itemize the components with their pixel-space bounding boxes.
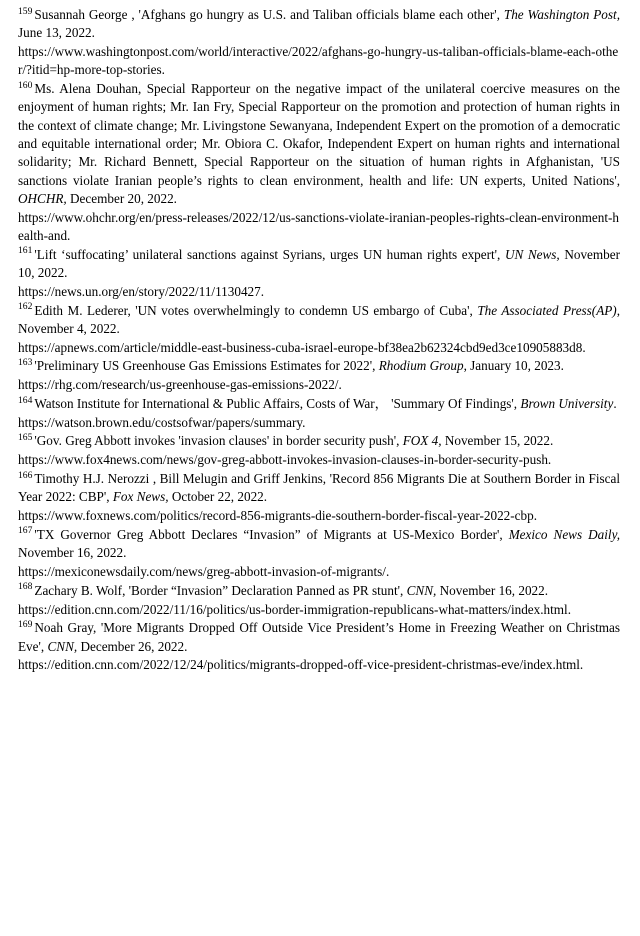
endnote-marker: 160 — [18, 79, 33, 91]
endnote-text: November 16, 2022. — [436, 582, 549, 598]
endnote-text: Watson Institute for International & Public Affairs, Costs of War， 'Summary Of Findings', — [34, 395, 521, 411]
endnote-text: December 26, 2022. — [77, 638, 188, 654]
endnote-entry — [18, 357, 620, 375]
endnote-text: , January 10, 2023. — [463, 358, 564, 374]
endnote-marker: 164 — [18, 394, 33, 406]
endnote-text: Zachary B. Wolf, 'Border “Invasion” Declaration Panned as PR stunt', — [34, 582, 407, 598]
endnote-text: June 13, 2022. — [18, 25, 95, 41]
endnote-entry — [18, 432, 620, 450]
endnote-url[interactable]: https://edition.cnn.com/2022/11/16/politics/us-border-immigration-republicans-what-matters/index.html. — [18, 601, 572, 617]
endnote-entry — [18, 302, 620, 339]
endnote-text: October 22, 2022. — [168, 489, 268, 505]
endnote-entry — [18, 246, 620, 283]
endnote-text: Edith M. Lederer, 'UN votes overwhelmingly to condemn US embargo of Cuba', — [34, 302, 478, 318]
endnote-marker: 166 — [18, 469, 33, 481]
endnote-url[interactable]: https://www.foxnews.com/politics/record-856-migrants-die-southern-border-fiscal-year-2022-cbp. — [18, 508, 537, 524]
endnote-url[interactable]: https://rhg.com/research/us-greenhouse-gas-emissions-2022/. — [18, 377, 342, 393]
endnote-source-italic: UN News, — [504, 246, 560, 262]
endnote-text: December 20, 2022. — [66, 190, 177, 206]
endnote-marker: 159 — [18, 5, 33, 17]
endnote-entry — [18, 582, 620, 600]
endnote-url[interactable]: https://www.ohchr.org/en/press-releases/2022/12/us-sanctions-violate-iranian-peoples-rights-clean-environment-health-and. — [18, 209, 619, 243]
endnote-source-italic: Fox News, — [112, 489, 169, 505]
endnote-entry — [18, 470, 620, 507]
endnote-url[interactable]: https://edition.cnn.com/2022/12/24/politics/migrants-dropped-off-vice-president-christmas-eve/index.html. — [18, 657, 584, 673]
endnote-source-italic: Mexico News Daily, — [508, 526, 620, 542]
endnote-text: 'Preliminary US Greenhouse Gas Emissions Estimates for 2022', — [34, 358, 379, 374]
endnote-entry — [18, 395, 620, 413]
endnote-url[interactable]: https://www.fox4news.com/news/gov-greg-abbott-invokes-invasion-clauses-in-border-security-push. — [18, 452, 552, 468]
endnote-marker: 168 — [18, 581, 33, 593]
endnote-marker: 161 — [18, 245, 33, 257]
endnote-text: . — [613, 395, 617, 411]
endnote-text: November 16, 2022. — [18, 545, 127, 561]
endnote-text: Ms. Alena Douhan, Special Rapporteur on the negative impact of the unilateral coercive measures on the enjoyment of human rights; Mr. Ian Fry, Special Rapporteur on the promotion and protection of human rights in the context of climate change; Mr. Livingstone Sewanyana, Independent Expert on the promotion of a democratic and equitable international order; Mr. Obiora C. Okafor, Independent Expert on human rights and international solidarity; Mr. Richard Bennett, Special Rapporteur on the situation of human rights in Afghanistan, 'US sanctions violate Iranian people’s rights to clean environment, health and life: UN experts, United Nations', — [18, 81, 620, 188]
endnote-marker: 162 — [18, 301, 33, 313]
endnote-text: November 10, 2022. — [18, 246, 620, 280]
endnote-url[interactable]: https://www.washingtonpost.com/world/interactive/2022/afghans-go-hungry-us-taliban-officials-blame-each-other/?itid=hp-more-top-stories. — [18, 44, 619, 78]
endnote-text: 'Gov. Greg Abbott invokes 'invasion clauses' in border security push', — [34, 433, 403, 449]
endnote-source-italic: OHCHR, — [18, 190, 67, 206]
endnote-source-italic: The Washington Post, — [503, 7, 620, 22]
endnote-text: Susannah George , 'Afghans go hungry as U.S. and Taliban officials blame each other', — [34, 7, 504, 22]
endnote-url[interactable]: https://watson.brown.edu/costsofwar/papers/summary. — [18, 414, 306, 430]
endnote-url[interactable]: https://news.un.org/en/story/2022/11/1130427. — [18, 283, 265, 299]
endnote-entry — [18, 6, 620, 43]
endnote-entry — [18, 80, 620, 208]
endnote-marker: 163 — [18, 356, 33, 368]
endnote-text: Timothy H.J. Nerozzi , Bill Melugin and Griff Jenkins, 'Record 856 Migrants Die at Southern Border in Fiscal Year 2022: CBP', — [18, 471, 620, 505]
endnote-source-italic: The Associated Press(AP) — [477, 302, 617, 318]
endnote-source-italic: Rhodium Group — [378, 358, 464, 374]
endnote-text: Noah Gray, 'More Migrants Dropped Off Outside Vice President’s Home in Freezing Weather on Christmas Eve', — [18, 620, 620, 654]
endnote-url[interactable]: https://apnews.com/article/middle-east-business-cuba-israel-europe-bf38ea2b62324cbd9ed3ce10905883d8. — [18, 339, 586, 355]
endnote-marker: 165 — [18, 432, 33, 444]
endnote-text: , November 4, 2022. — [18, 302, 620, 336]
endnote-marker: 167 — [18, 525, 33, 537]
endnote-source-italic: CNN, — [406, 582, 437, 598]
endnotes-list — [18, 6, 620, 675]
endnote-text: 'Lift ‘suffocating’ unilateral sanctions against Syrians, urges UN human rights expert', — [34, 246, 505, 262]
endnote-source-italic: Brown University — [520, 395, 614, 411]
endnote-entry — [18, 619, 620, 656]
endnote-source-italic: CNN, — [47, 638, 78, 654]
endnote-text: November 15, 2022. — [441, 433, 554, 449]
endnote-url[interactable]: https://mexiconewsdaily.com/news/greg-abbott-invasion-of-migrants/. — [18, 563, 390, 579]
endnote-marker: 169 — [18, 618, 33, 630]
endnote-source-italic: FOX 4, — [402, 433, 442, 449]
endnote-entry — [18, 526, 620, 563]
endnote-text: 'TX Governor Greg Abbott Declares “Invasion” of Migrants at US-Mexico Border', — [34, 526, 509, 542]
